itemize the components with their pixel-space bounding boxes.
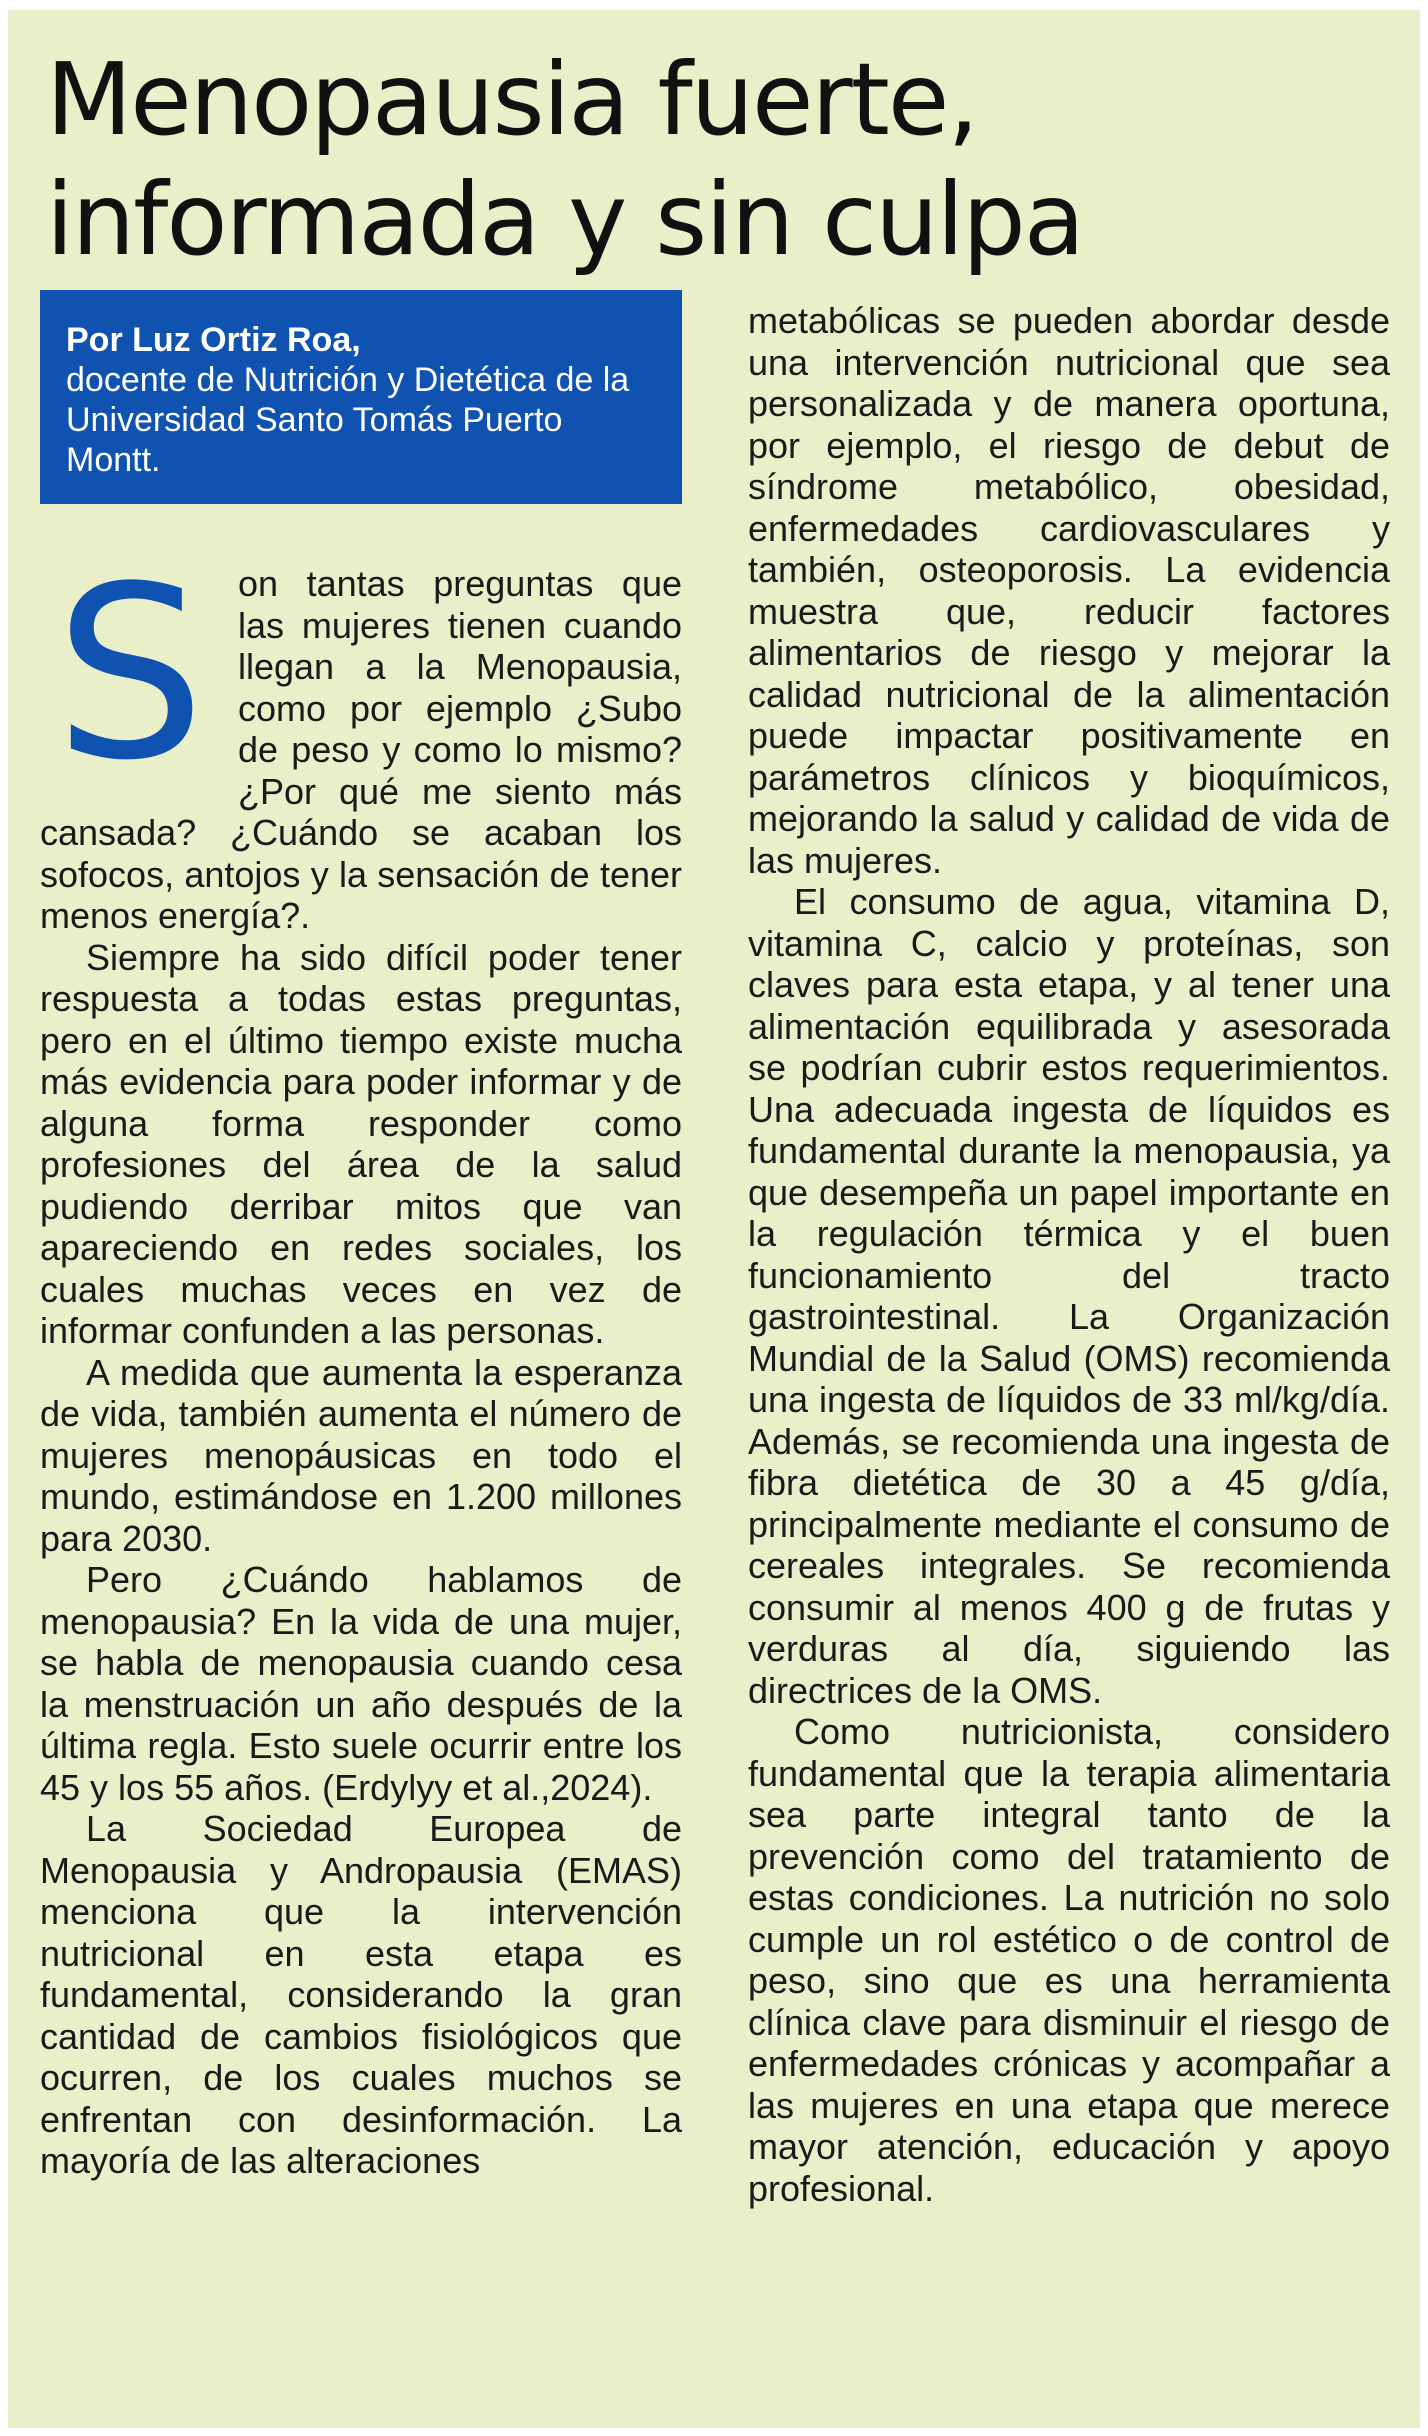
article-paragraph: Pero ¿Cuándo hablamos de menopausia? En la vida de una mujer, se habla de menopausia cuando cesa la menstruación un año después de la última regla. Esto suele ocurrir entre los 45 y los 55 años. (Erdylyy et al.,2024). (40, 1559, 682, 1808)
article-column-left (40, 536, 682, 2182)
article-paragraph-continued: metabólicas se pueden abordar desde una intervención nutricional que sea personalizada y de manera oportuna, por ejemplo, el riesgo de debut de síndrome metabólico, obesidad, enfermedades cardiovasculares y también, osteoporosis. La evidencia muestra que, reducir factores alimentarios de riesgo y mejorar la calidad nutricional de la alimentación puede impactar positivamente en parámetros clínicos y bioquímicos, mejorando la salud y calidad de vida de las mujeres. (748, 300, 1390, 881)
byline-box (40, 290, 682, 504)
paragraph-text: on tantas preguntas que las mujeres tienen cuando llegan a la Menopausia, como por ejemplo ¿Subo de peso y como lo mismo? ¿Por qué me siento más cansada? ¿Cuándo se acaban los sofocos, antojos y la sensación de tener menos energía?. (40, 563, 682, 936)
drop-cap: S (54, 536, 206, 813)
article-paragraph: Como nutricionista, considero fundamental que la terapia alimentaria sea parte integral tanto de la prevención como del tratamiento de estas condiciones. La nutrición no solo cumple un rol estético o de control de peso, sino que es una herramienta clínica clave para disminuir el riesgo de enfermedades crónicas y acompañar a las mujeres en una etapa que merece mayor atención, educación y apoyo profesional. (748, 1711, 1390, 2209)
author-name: Por Luz Ortiz Roa, (66, 321, 361, 359)
headline-line-1: Menopausia fuerte, (46, 41, 978, 158)
article-paragraph (40, 536, 682, 937)
headline-line-2: informada y sin culpa (46, 161, 1084, 278)
article-column-right (748, 300, 1390, 2209)
article-paragraph: El consumo de agua, vitamina D, vitamina C, calcio y proteínas, son claves para esta etapa, y al tener una alimentación equilibrada y asesorada se podrían cubrir estos requerimientos. Una adecuada ingesta de líquidos es fundamental durante la menopausia, ya que desempeña un papel importante en la regulación térmica y el buen funcionamiento del tracto gastrointestinal. La Organización Mundial de la Salud (OMS) recomienda una ingesta de líquidos de 33 ml/kg/día. Además, se recomienda una ingesta de fibra dietética de 30 a 45 g/día, principalmente mediante el consumo de cereales integrales. Se recomienda consumir al menos 400 g de frutas y verduras al día, siguiendo las directrices de la OMS. (748, 881, 1390, 1711)
article-paragraph: A medida que aumenta la esperanza de vida, también aumenta el número de mujeres menopáusicas en todo el mundo, estimándose en 1.200 millones para 2030. (40, 1351, 682, 1559)
headline (46, 40, 1406, 280)
article-paragraph: Siempre ha sido difícil poder tener respuesta a todas estas preguntas, pero en el último tiempo existe mucha más evidencia para poder informar y de alguna forma responder como profesiones del área de la salud pudiendo derribar mitos que van apareciendo en redes sociales, los cuales muchas veces en vez de informar confunden a las personas. (40, 936, 682, 1351)
author-role: docente de Nutrición y Dietética de la Universidad Santo Tomás Puerto Montt. (66, 361, 630, 479)
article-paragraph: La Sociedad Europea de Menopausia y Andropausia (EMAS) menciona que la intervención nutricional en esta etapa es fundamental, considerando la gran cantidad de cambios fisiológicos que ocurren, de los cuales muchos se enfrentan con desinformación. La mayoría de las alteraciones (40, 1808, 682, 2181)
article-page (8, 10, 1420, 2428)
